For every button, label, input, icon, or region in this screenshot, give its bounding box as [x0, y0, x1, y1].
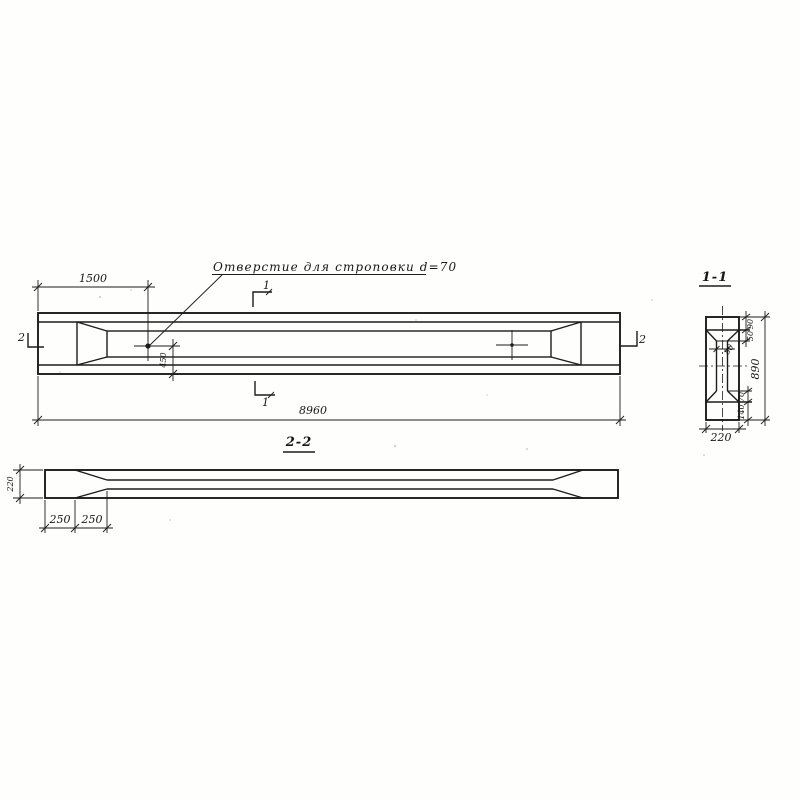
dim-250-end-value: 250 — [49, 513, 71, 526]
elevation-view — [17, 260, 646, 426]
hole-label: Отверстие для строповки d=70 — [213, 260, 458, 274]
leader-line — [150, 275, 222, 345]
scan-noise — [59, 289, 705, 521]
dim-140-value: 140 — [737, 404, 746, 420]
cut-mark-2-left-label: 2 — [18, 331, 25, 344]
section-1-1-title: 1-1 — [701, 270, 729, 285]
dim-80-value: 80 — [722, 342, 736, 357]
dim-250-taper-value: 250 — [81, 513, 103, 526]
dim-8960-value: 8960 — [299, 404, 327, 417]
dim-90-value: 90 — [746, 318, 755, 330]
section-1-1-view — [699, 270, 770, 444]
sling-hole-right — [496, 330, 528, 360]
section-cut-mark-2-left — [17, 331, 44, 347]
section-2-2-view — [6, 435, 618, 533]
dim-top-flange-90-50 — [742, 311, 755, 347]
dim-1500-value: 1500 — [79, 272, 107, 285]
cut-mark-2-right-label: 2 — [639, 333, 646, 346]
section-cut-mark-1-bottom — [255, 381, 275, 409]
dim-8960 — [32, 376, 626, 426]
section-2-2-web — [75, 470, 583, 498]
cut-mark-1-bottom-label: 1 — [262, 396, 269, 409]
dim-70-value: 70 — [737, 391, 746, 403]
section-cut-mark-1-top — [253, 279, 272, 307]
dim-220-section11-value: 220 — [710, 431, 732, 444]
section-cut-mark-2-right — [621, 331, 646, 346]
dim-890-value: 890 — [749, 358, 762, 380]
dim-450-value: 450 — [159, 352, 168, 368]
dim-220-section22 — [6, 464, 43, 504]
recess-outline — [77, 322, 581, 365]
section-2-2-title: 2-2 — [285, 435, 313, 450]
cut-mark-1-top-label: 1 — [263, 279, 270, 292]
section-2-2-outline — [45, 470, 618, 498]
dim-220-section22-value: 220 — [6, 476, 15, 492]
dim-50-value: 50 — [746, 330, 755, 342]
hole-callout — [150, 260, 457, 345]
